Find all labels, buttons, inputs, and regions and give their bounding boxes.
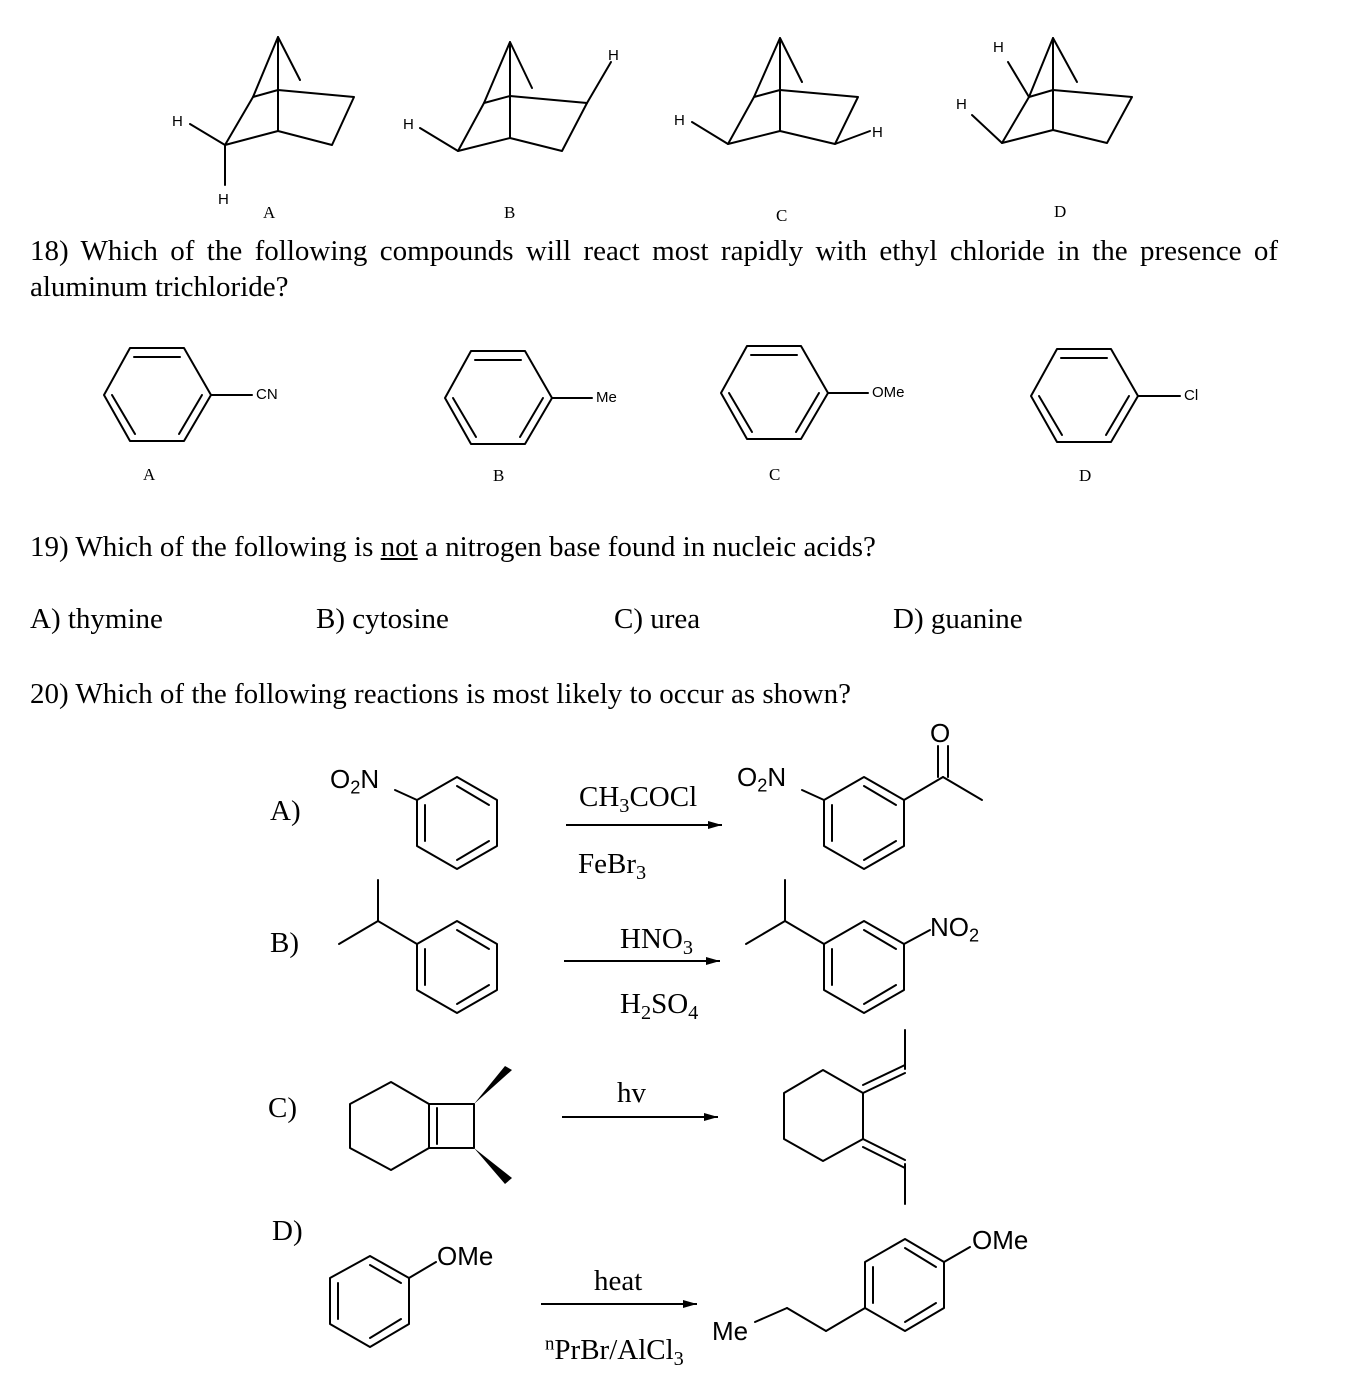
- hydrogen-label: H: [608, 47, 619, 64]
- question-19: [30, 530, 876, 566]
- reaction-B-reactant: [339, 880, 497, 1013]
- benzene-B: [445, 351, 592, 444]
- methoxy-label: OMe: [972, 1225, 1029, 1255]
- option-label-C: C: [769, 465, 781, 484]
- substituent-OMe: OMe: [872, 384, 905, 401]
- answer-cytosine: B) cytosine: [316, 603, 449, 635]
- norbornane-B: [420, 42, 611, 151]
- structure-label-C: C: [776, 206, 788, 225]
- reagent-nitric-acid: $HNO_3$: [620, 923, 693, 960]
- reagent-acetyl-chloride: $CH_3COCl$: [579, 781, 698, 818]
- reagent-heat: heat: [594, 1265, 643, 1297]
- substituent-CN: CN: [256, 386, 278, 403]
- substituent-Me: Me: [596, 389, 617, 406]
- carbonyl-oxygen-label: O: [930, 718, 951, 748]
- nitro-group-label: $NO_2$: [930, 912, 980, 946]
- norbornane-C: [692, 38, 870, 144]
- reaction-label-C: C): [268, 1092, 297, 1124]
- reaction-A-reactant: [395, 777, 497, 869]
- reaction-B-product: [746, 880, 930, 1013]
- wedge-bond-bottom: [474, 1148, 512, 1184]
- question-19-text-after: a nitrogen base found in nucleic acids?: [417, 531, 876, 563]
- hydrogen-label: H: [674, 112, 685, 129]
- reagent-light: hv: [617, 1077, 646, 1109]
- methoxy-label: OMe: [437, 1241, 494, 1271]
- reaction-C-reactant: [350, 1082, 474, 1170]
- question-19-text-before: 19) Which of the following is: [30, 531, 381, 563]
- reaction-D-product: [755, 1239, 970, 1331]
- wedge-bond-top: [474, 1066, 512, 1104]
- reaction-A-product: [802, 746, 982, 869]
- structure-label-D: D: [1054, 202, 1067, 221]
- answer-thymine: A) thymine: [30, 603, 163, 635]
- answer-guanine: D) guanine: [893, 603, 1023, 635]
- option-label-B: B: [493, 466, 505, 485]
- reaction-label-D: D): [272, 1215, 303, 1247]
- reaction-label-B: B): [270, 927, 299, 959]
- question-19-not: not: [380, 531, 418, 563]
- benzene-D: [1031, 349, 1180, 442]
- nitro-group-label: $O_2N$: [330, 764, 380, 798]
- question-18: 18) Which of the following compounds will react most rapidly with ethyl chloride in the presence of aluminum trichloride?: [30, 235, 1278, 303]
- hydrogen-label: H: [172, 113, 183, 130]
- benzene-A: [104, 348, 252, 441]
- structure-label-A: A: [263, 203, 276, 222]
- substituent-Cl: Cl: [1184, 387, 1199, 404]
- reagent-sulfuric-acid: $H_2SO_4$: [620, 988, 699, 1025]
- nitro-group-label: $O_2N$: [737, 762, 787, 796]
- reaction-C-product: [784, 1030, 905, 1204]
- hydrogen-label: H: [956, 96, 967, 113]
- structure-label-B: B: [504, 203, 516, 222]
- reaction-D-reactant: [330, 1256, 436, 1347]
- hydrogen-label: H: [872, 124, 883, 141]
- reaction-label-A: A): [270, 795, 301, 827]
- benzene-C: [721, 346, 868, 439]
- hydrogen-label: H: [218, 191, 229, 208]
- methyl-label: Me: [712, 1316, 749, 1346]
- hydrogen-label: H: [993, 39, 1004, 56]
- option-label-D: D: [1079, 466, 1092, 485]
- reagent-propyl-bromide: $^n$PrBr/AlCl$_3$: [545, 1333, 684, 1371]
- reagent-iron-bromide: FeBr$_3$: [578, 848, 647, 885]
- answer-urea: C) urea: [614, 603, 701, 635]
- hydrogen-label: H: [403, 116, 414, 133]
- norbornane-A: [190, 37, 354, 185]
- question-20: 20) Which of the following reactions is most likely to occur as shown?: [30, 678, 851, 710]
- option-label-A: A: [143, 465, 156, 484]
